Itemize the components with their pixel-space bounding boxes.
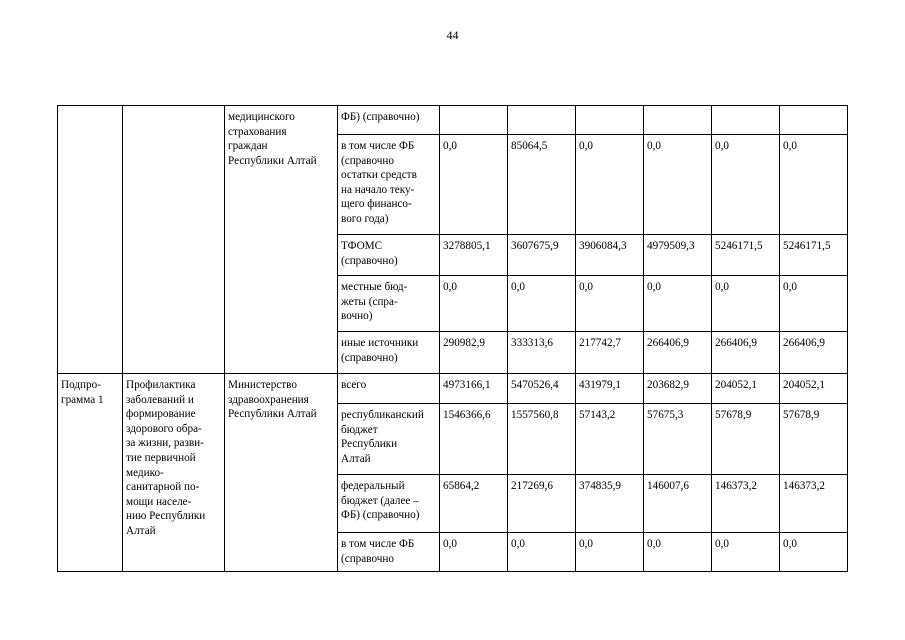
value-cell: 146007,6 xyxy=(644,475,712,533)
source-cell: всего xyxy=(338,374,440,404)
value-cell: 4979509,3 xyxy=(644,235,712,276)
value-cell xyxy=(576,106,644,135)
value-cell: 374835,9 xyxy=(576,475,644,533)
value-cell: 217269,6 xyxy=(508,475,576,533)
value-cell: 0,0 xyxy=(508,276,576,332)
value-cell xyxy=(440,106,508,135)
executor-cell: Министерство здравоохранения Республики Алтай xyxy=(225,374,338,572)
value-cell: 146373,2 xyxy=(780,475,848,533)
value-cell: 5470526,4 xyxy=(508,374,576,404)
value-cell: 0,0 xyxy=(576,135,644,235)
value-cell: 217742,7 xyxy=(576,332,644,374)
source-cell: местные бюд- жеты (спра- вочно) xyxy=(338,276,440,332)
executor-cell: медицинского страхования граждан Республики Алтай xyxy=(225,106,338,374)
value-cell: 266406,9 xyxy=(644,332,712,374)
value-cell: 1557560,8 xyxy=(508,404,576,475)
value-cell: 0,0 xyxy=(712,135,780,235)
source-cell: иные источники (справочно) xyxy=(338,332,440,374)
value-cell: 0,0 xyxy=(644,135,712,235)
program-cell: Подпро- грамма 1 xyxy=(58,374,123,572)
value-cell xyxy=(780,106,848,135)
table-row xyxy=(58,374,848,404)
page-number: 44 xyxy=(446,28,459,42)
source-cell: ФБ) (справочно) xyxy=(338,106,440,135)
source-cell: в том числе ФБ (справочно xyxy=(338,533,440,572)
source-cell: ТФОМС (справочно) xyxy=(338,235,440,276)
source-cell: федеральный бюджет (далее – ФБ) (справочно) xyxy=(338,475,440,533)
budget-table xyxy=(57,105,848,572)
value-cell xyxy=(508,106,576,135)
value-cell xyxy=(644,106,712,135)
value-cell: 3278805,1 xyxy=(440,235,508,276)
program-name-cell: Профилактика заболеваний и формирование здорового обра- за жизни, разви- тие первичной медико- санитарной по- мощи населе- нию Республики Алтай xyxy=(123,374,225,572)
value-cell xyxy=(712,106,780,135)
value-cell: 1546366,6 xyxy=(440,404,508,475)
value-cell: 0,0 xyxy=(712,276,780,332)
value-cell: 65864,2 xyxy=(440,475,508,533)
table-row xyxy=(58,106,848,135)
value-cell: 57678,9 xyxy=(780,404,848,475)
table-body xyxy=(58,106,848,572)
value-cell: 0,0 xyxy=(644,533,712,572)
value-cell: 57678,9 xyxy=(712,404,780,475)
value-cell: 0,0 xyxy=(440,276,508,332)
value-cell: 0,0 xyxy=(644,276,712,332)
value-cell: 0,0 xyxy=(712,533,780,572)
value-cell: 0,0 xyxy=(440,533,508,572)
value-cell: 266406,9 xyxy=(780,332,848,374)
value-cell: 333313,6 xyxy=(508,332,576,374)
value-cell: 0,0 xyxy=(508,533,576,572)
value-cell: 0,0 xyxy=(780,135,848,235)
value-cell: 57675,3 xyxy=(644,404,712,475)
value-cell: 0,0 xyxy=(780,533,848,572)
program-name-cell xyxy=(123,106,225,374)
source-cell: в том числе ФБ (справочно остатки средств на начало теку- щего финансо- вого года) xyxy=(338,135,440,235)
value-cell: 3607675,9 xyxy=(508,235,576,276)
value-cell: 204052,1 xyxy=(780,374,848,404)
value-cell: 0,0 xyxy=(576,533,644,572)
value-cell: 266406,9 xyxy=(712,332,780,374)
value-cell: 204052,1 xyxy=(712,374,780,404)
value-cell: 85064,5 xyxy=(508,135,576,235)
value-cell: 0,0 xyxy=(440,135,508,235)
value-cell: 4973166,1 xyxy=(440,374,508,404)
program-cell xyxy=(58,106,123,374)
source-cell: республиканский бюджет Республики Алтай xyxy=(338,404,440,475)
value-cell: 203682,9 xyxy=(644,374,712,404)
value-cell: 0,0 xyxy=(780,276,848,332)
value-cell: 5246171,5 xyxy=(780,235,848,276)
value-cell: 57143,2 xyxy=(576,404,644,475)
value-cell: 290982,9 xyxy=(440,332,508,374)
value-cell: 3906084,3 xyxy=(576,235,644,276)
value-cell: 5246171,5 xyxy=(712,235,780,276)
value-cell: 146373,2 xyxy=(712,475,780,533)
value-cell: 0,0 xyxy=(576,276,644,332)
value-cell: 431979,1 xyxy=(576,374,644,404)
